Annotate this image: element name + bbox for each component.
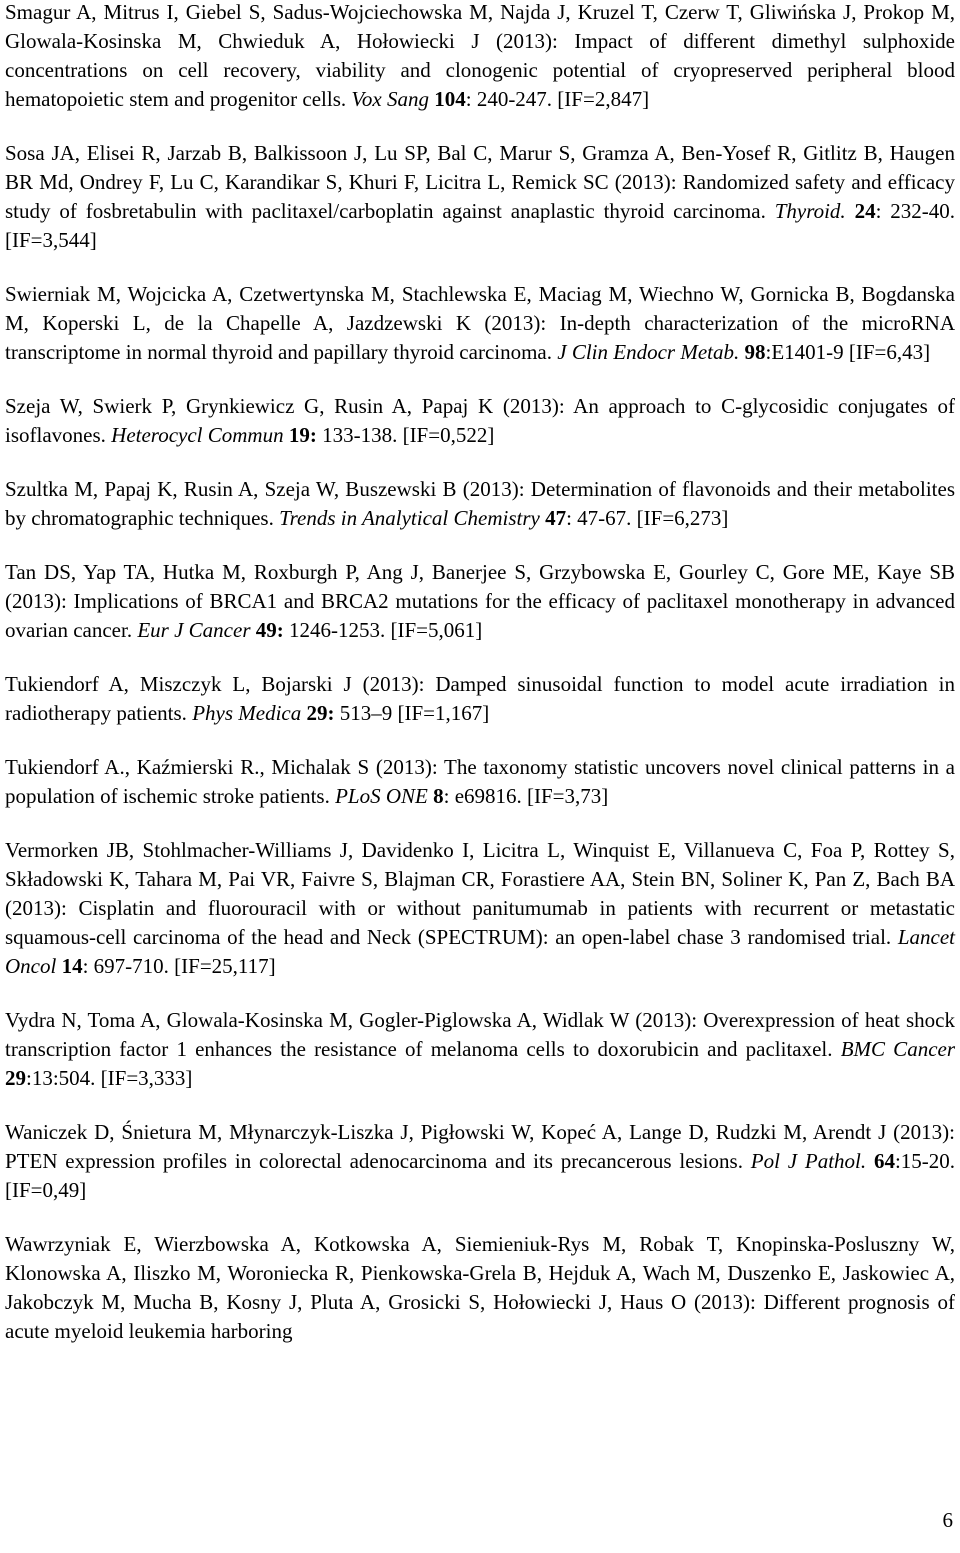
ref-volume: 29 [5, 1066, 26, 1090]
ref-pages-if: : 232-40. [IF=3,544] [5, 199, 956, 252]
ref-pages-if: 1246-1253. [IF=5,061] [283, 618, 483, 642]
ref-authors-title: Szeja W, Swierk P, Grynkiewicz G, Rusin A, Papaj K (2013): An approach to C-glycosidic conjugates of isoflavones. [5, 394, 955, 447]
reference-entry [5, 0, 955, 114]
ref-volume: 19: [288, 423, 317, 447]
reference-entry [5, 475, 955, 533]
ref-volume: 14 [61, 954, 83, 978]
ref-pages-if: :13:504. [IF=3,333] [26, 1066, 193, 1090]
ref-journal: Trends in Analytical Chemistry [279, 506, 540, 530]
ref-journal: Pol J Pathol. [750, 1149, 867, 1173]
ref-pages-if: : e69816. [IF=3,73] [443, 784, 609, 808]
page-number: 6 [942, 1508, 953, 1532]
reference-entry [5, 392, 955, 450]
ref-authors-title: Tan DS, Yap TA, Hutka M, Roxburgh P, Ang J, Banerjee S, Grzybowska E, Gourley C, Gore ME, Kaye SB (2013): Implications of BRCA1 and BRCA2 mutations for the efficacy of paclitaxel monotherapy in advanced ovarian cancer. [5, 560, 955, 642]
ref-authors-title: Vermorken JB, Stohlmacher-Williams J, Davidenko I, Licitra L, Winquist E, Villanueva C, Foa P, Rottey S, Składowski K, Tahara M, Pai VR, Faivre S, Blajman CR, Forastiere AA, Stein BN, Soliner K, Pan Z, Bach BA (2013): Cisplatin and fluorouracil with or without panitumumab in patients with recurrent or metastatic squamous-cell carcinoma of the head and Neck (SPECTRUM): an open-label chase 3 randomised trial. [5, 838, 955, 949]
ref-authors-title: Tukiendorf A, Miszczyk L, Bojarski J (2013): Damped sinusoidal function to model acute irradiation in radiotherapy patients. [5, 672, 955, 725]
ref-pages-if: 513–9 [IF=1,167] [334, 701, 490, 725]
ref-authors-title: Tukiendorf A., Kaźmierski R., Michalak S (2013): The taxonomy statistic uncovers novel clinical patterns in a population of ischemic stroke patients. [5, 755, 955, 808]
ref-authors-title: Sosa JA, Elisei R, Jarzab B, Balkissoon J, Lu SP, Bal C, Marur S, Gramza A, Ben-Yosef R, Gitlitz B, Haugen BR Md, Ondrey F, Lu C, Karandikar S, Khuri F, Licitra L, Remick SC (2013): Randomized safety and efficacy study of fosbretabulin with paclitaxel/carboplatin against anaplastic thyroid carcinoma. [5, 141, 955, 223]
ref-journal: Vox Sang [351, 87, 429, 111]
ref-pages-if: : 47-67. [IF=6,273] [566, 506, 729, 530]
ref-journal: Eur J Cancer [137, 618, 251, 642]
ref-volume: 64 [873, 1149, 895, 1173]
reference-entry [5, 836, 955, 981]
reference-list [5, 0, 955, 1371]
ref-journal: Heterocycl Commun [111, 423, 284, 447]
ref-pages-if: :E1401-9 [IF=6,43] [765, 340, 931, 364]
ref-volume: 98 [744, 340, 766, 364]
ref-journal: Thyroid. [774, 199, 846, 223]
ref-journal: Phys Medica [192, 701, 302, 725]
reference-entry [5, 1006, 955, 1093]
ref-journal: PLoS ONE [335, 784, 428, 808]
ref-volume: 47 [545, 506, 567, 530]
reference-entry [5, 670, 955, 728]
ref-authors-title: Wawrzyniak E, Wierzbowska A, Kotkowska A, Siemieniuk-Rys M, Robak T, Knopinska-Posluszny W, Klonowska A, Iliszko M, Woroniecka R, Pienkowska-Grela B, Hejduk A, Wach M, Duszenko E, Jaskowiec A, Jakobczyk M, Mucha B, Kosny J, Pluta A, Grosicki S, Hołowiecki J, Haus O (2013): Different prognosis of acute myeloid leukemia harboring [5, 1232, 955, 1343]
ref-volume: 8 [433, 784, 444, 808]
ref-volume: 49: [255, 618, 284, 642]
ref-journal: J Clin Endocr Metab. [557, 340, 740, 364]
reference-entry [5, 280, 955, 367]
ref-authors-title: Waniczek D, Śnietura M, Młynarczyk-Liszka J, Pigłowski W, Kopeć A, Lange D, Rudzki M, Arendt J (2013): PTEN expression profiles in colorectal adenocarcinoma and its precancerous lesions. [5, 1120, 955, 1173]
ref-authors-title: Swierniak M, Wojcicka A, Czetwertynska M, Stachlewska E, Maciag M, Wiechno W, Gornicka B, Bogdanska M, Koperski L, de la Chapelle A, Jazdzewski K (2013): In-depth characterization of the microRNA transcriptome in normal thyroid and papillary thyroid carcinoma. [5, 282, 955, 364]
reference-entry [5, 1230, 955, 1346]
reference-entry [5, 753, 955, 811]
ref-authors-title: Vydra N, Toma A, Glowala-Kosinska M, Gogler-Piglowska A, Widlak W (2013): Overexpression of heat shock transcription factor 1 enhances the resistance of melanoma cells to doxorubicin and paclitaxel. [5, 1008, 955, 1061]
reference-entry [5, 1118, 955, 1205]
ref-pages-if: : 240-247. [IF=2,847] [465, 87, 650, 111]
ref-volume: 24 [854, 199, 876, 223]
ref-authors-title: Smagur A, Mitrus I, Giebel S, Sadus-Wojciechowska M, Najda J, Kruzel T, Czerw T, Gliwińska J, Prokop M, Glowala-Kosinska M, Chwieduk A, Hołowiecki J (2013): Impact of different dimethyl sulphoxide concentrations on cell recovery, viability and clonogenic potential of cryopreserved peripheral blood hematopoietic stem and progenitor cells. [5, 0, 955, 111]
ref-journal: Lancet Oncol [5, 925, 955, 978]
ref-volume: 104 [434, 87, 466, 111]
ref-journal: BMC Cancer [840, 1037, 956, 1061]
reference-entry [5, 558, 955, 645]
ref-pages-if: 133-138. [IF=0,522] [316, 423, 495, 447]
reference-entry [5, 139, 955, 255]
ref-volume: 29: [306, 701, 335, 725]
ref-authors-title: Szultka M, Papaj K, Rusin A, Szeja W, Buszewski B (2013): Determination of flavonoids and their metabolites by chromatographic techniques. [5, 477, 955, 530]
ref-pages-if: :15-20. [IF=0,49] [5, 1149, 956, 1202]
ref-pages-if: : 697-710. [IF=25,117] [82, 954, 276, 978]
